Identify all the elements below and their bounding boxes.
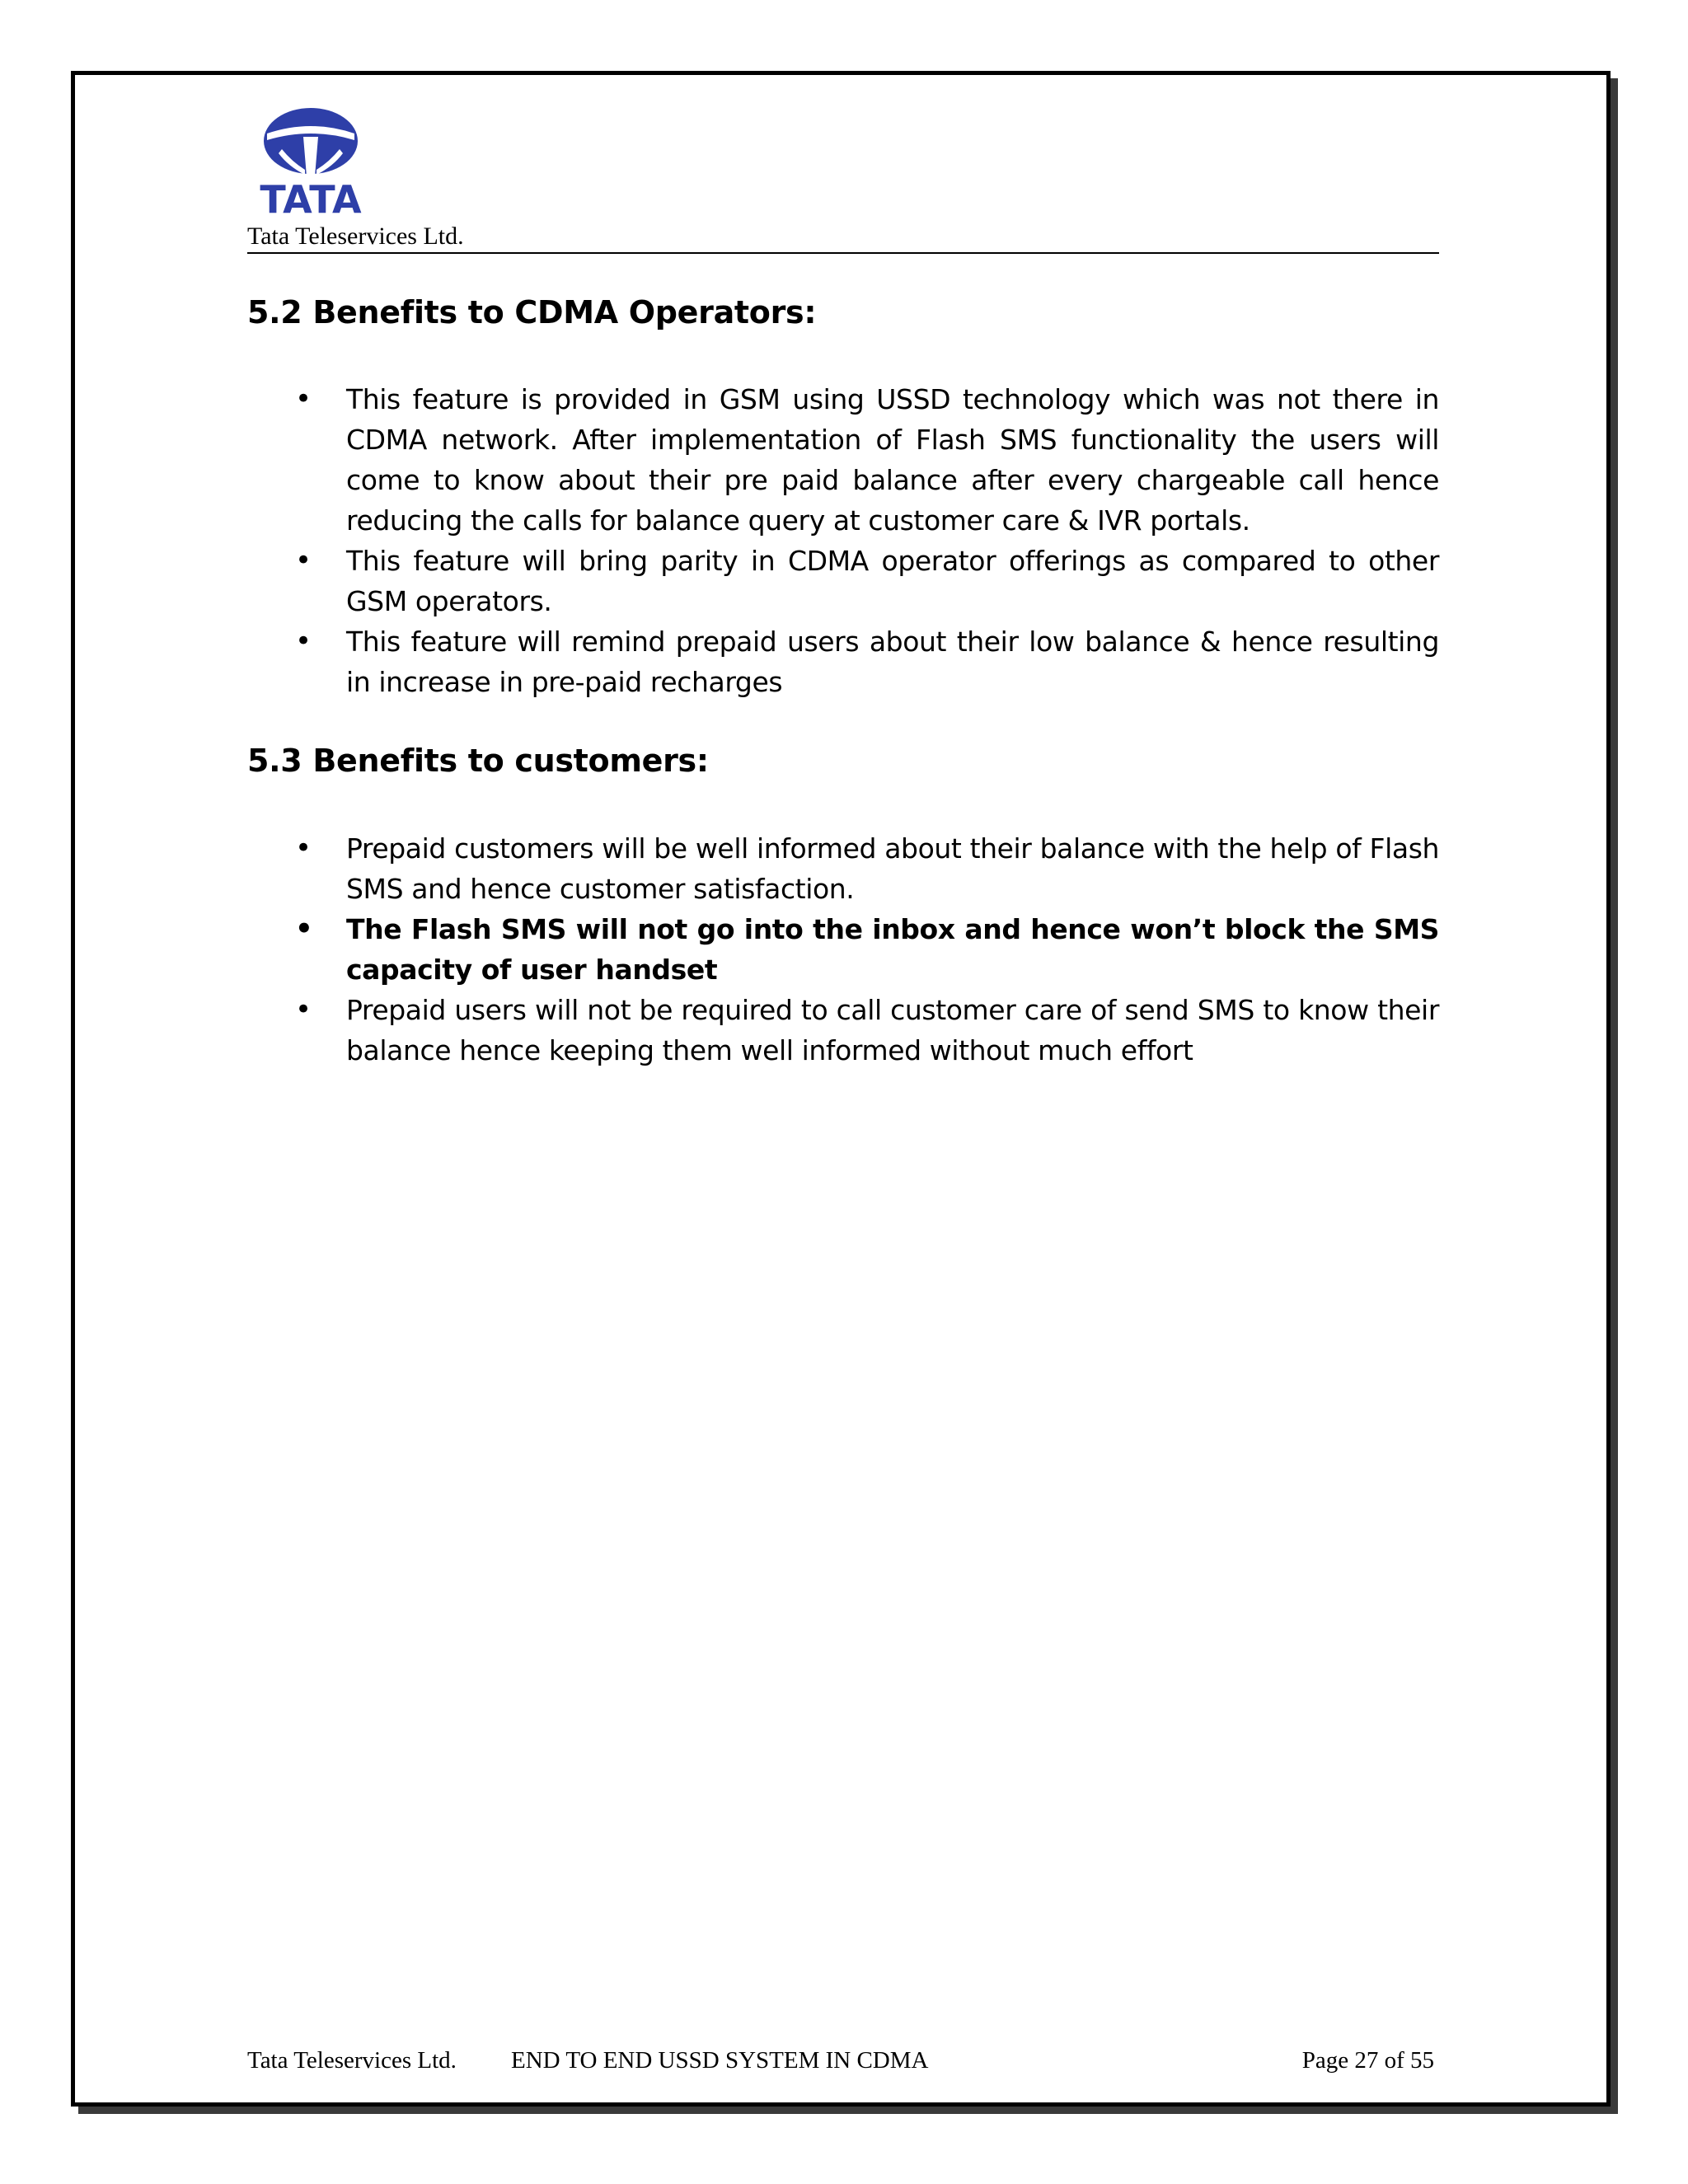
section-title-5-3: 5.3 Benefits to customers:: [247, 743, 709, 779]
list-item: • This feature will remind prepaid users about their low balance & hence resulting in increase in pre-paid recharges: [247, 621, 1439, 702]
list-item: • Prepaid customers will be well informed about their balance with the help of Flash SMS and hence customer satisfaction.: [247, 828, 1439, 909]
bullet-icon: •: [295, 544, 312, 577]
bullet-icon: •: [295, 382, 312, 415]
bullet-icon: •: [295, 993, 312, 1026]
page-content: [247, 99, 1439, 2093]
section-title-5-2: 5.2 Benefits to CDMA Operators:: [247, 294, 817, 330]
footer-page-number: Page 27 of 55: [1301, 2047, 1434, 2074]
header-company-name: Tata Teleservices Ltd.: [247, 223, 464, 250]
bullet-list-5-2: [247, 379, 1439, 702]
bullet-icon: •: [295, 912, 313, 945]
page-footer: [247, 2044, 1439, 2077]
footer-document-title: END TO END USSD SYSTEM IN CDMA: [511, 2047, 929, 2074]
svg-text:TATA: TATA: [260, 177, 362, 219]
footer-company-name: Tata Teleservices Ltd.: [247, 2047, 457, 2074]
tata-logo: [249, 104, 373, 219]
bullet-list-5-3: [247, 828, 1439, 1071]
bullet-icon: •: [295, 832, 312, 865]
list-item: • This feature will bring parity in CDMA operator offerings as compared to other GSM operators.: [247, 541, 1439, 621]
list-item: • The Flash SMS will not go into the inbox and hence won’t block the SMS capacity of user handset: [247, 909, 1439, 990]
tata-logo-icon: [249, 104, 373, 219]
page-header: [247, 99, 1439, 254]
bullet-icon: •: [295, 625, 312, 658]
list-item: • This feature is provided in GSM using USSD technology which was not there in CDMA network. After implementation of Flash SMS functionality the users will come to know about their pre paid balance after every chargeable call hence reducing the calls for balance query at customer care & IVR portals.: [247, 379, 1439, 541]
list-item: • Prepaid users will not be required to call customer care of send SMS to know their balance hence keeping them well informed without much effort: [247, 990, 1439, 1071]
